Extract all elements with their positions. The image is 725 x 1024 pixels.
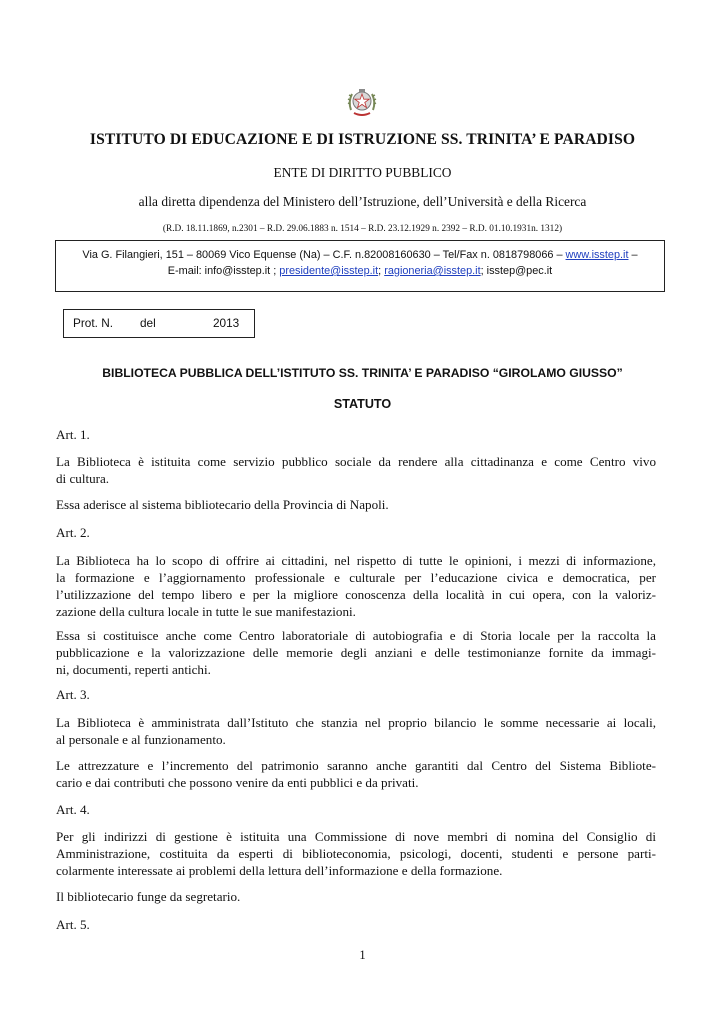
- article-3-heading: Art. 3.: [56, 687, 90, 702]
- article-1-heading: Art. 1.: [56, 427, 90, 442]
- article-2-heading: Art. 2.: [56, 525, 90, 540]
- paragraph-art2-1: La Biblioteca ha lo scopo di offrire ai cittadini, nel rispetto di tutte le opinioni, i mezzi di informazione, la formazione e l’aggiornamento professionale e culturale per l’educazione civica e democratica, per l’utilizzazione del tempo libero e per la migliore conoscenza della località in cui opera, con la valoriz- zazione della cultura locale in tutte le sue manifestazioni.: [56, 553, 656, 619]
- contact-box: [55, 240, 665, 292]
- article-4-heading: Art. 4.: [56, 802, 90, 817]
- ministry-dependency: alla diretta dipendenza del Ministero dell’Istruzione, dell’Università e della Ricerca: [138, 194, 587, 209]
- page-number: 1: [359, 948, 366, 962]
- pec-email: ; isstep@pec.it: [480, 265, 553, 277]
- protocol-box: [63, 309, 255, 338]
- president-email-link[interactable]: presidente@isstep.it: [279, 265, 379, 277]
- entity-subtitle: ENTE DI DIRITTO PUBBLICO: [273, 165, 452, 180]
- paragraph-art4-1: Per gli indirizzi di gestione è istituita una Commissione di nove membri di nomina del Consiglio di Amministrazione, costituita da esperti di biblioteconomia, psicologi, docenti, studenti e persone parti- colarmente interessate ai problemi della lettura dell’informazione e della formazione.: [56, 829, 656, 878]
- email-separator: ;: [378, 265, 385, 277]
- address-end: –: [628, 249, 638, 261]
- paragraph-art3-1: La Biblioteca è amministrata dall’Istituto che stanzia nel proprio bilancio le somme necessarie ai locali, al personale e al funzionamento.: [56, 715, 656, 747]
- contact-address-line: [56, 249, 664, 261]
- statute-heading: STATUTO: [333, 397, 392, 411]
- library-title: BIBLIOTECA PUBBLICA DELL’ISTITUTO SS. TRINITA’ E PARADISO “GIROLAMO GIUSSO”: [102, 366, 623, 380]
- address-text: Via G. Filangieri, 151 – 80069 Vico Equense (Na) – C.F. n.82008160630 – Tel/Fax n. 0818798066 –: [82, 249, 566, 261]
- protocol-year: 2013: [213, 316, 240, 330]
- email-label: E-mail: info@isstep.it ;: [167, 265, 280, 277]
- legal-references: (R.D. 18.11.1869, n.2301 – R.D. 29.06.1883 n. 1514 – R.D. 23.12.1929 n. 2392 – R.D. 01.10.1931n. 1312): [162, 224, 563, 234]
- article-5-heading: Art. 5.: [56, 917, 90, 932]
- paragraph-art1-1: La Biblioteca è istituita come servizio pubblico sociale da rendere alla cittadinanza e come Centro vivo di cultura.: [56, 454, 656, 486]
- paragraph-art3-2: Le attrezzature e l’incremento del patrimonio saranno anche garantiti dal Centro del Sistema Bibliote- cario e dai contributi che possono venire da enti pubblici e da privati.: [56, 758, 656, 790]
- contact-email-line: [56, 265, 664, 277]
- institute-title: ISTITUTO DI EDUCAZIONE E DI ISTRUZIONE SS. TRINITA’ E PARADISO: [89, 131, 636, 148]
- protocol-date-label: del: [140, 316, 156, 330]
- protocol-number-label: Prot. N.: [73, 316, 113, 330]
- website-link[interactable]: www.isstep.it: [565, 249, 629, 261]
- italian-republic-emblem-icon: [345, 84, 379, 120]
- paragraph-art2-2: Essa si costituisce anche come Centro laboratoriale di autobiografia e di Storia locale per la raccolta la pubblicazione e la valorizzazione delle memorie degli anziani e delle testimonianze fornite da immagi- ni, documenti, reperti antichi.: [56, 628, 656, 677]
- paragraph-art4-2: Il bibliotecario funge da segretario.: [56, 889, 241, 904]
- paragraph-art1-2: Essa aderisce al sistema bibliotecario della Provincia di Napoli.: [56, 497, 389, 512]
- accounting-email-link[interactable]: ragioneria@isstep.it: [384, 265, 481, 277]
